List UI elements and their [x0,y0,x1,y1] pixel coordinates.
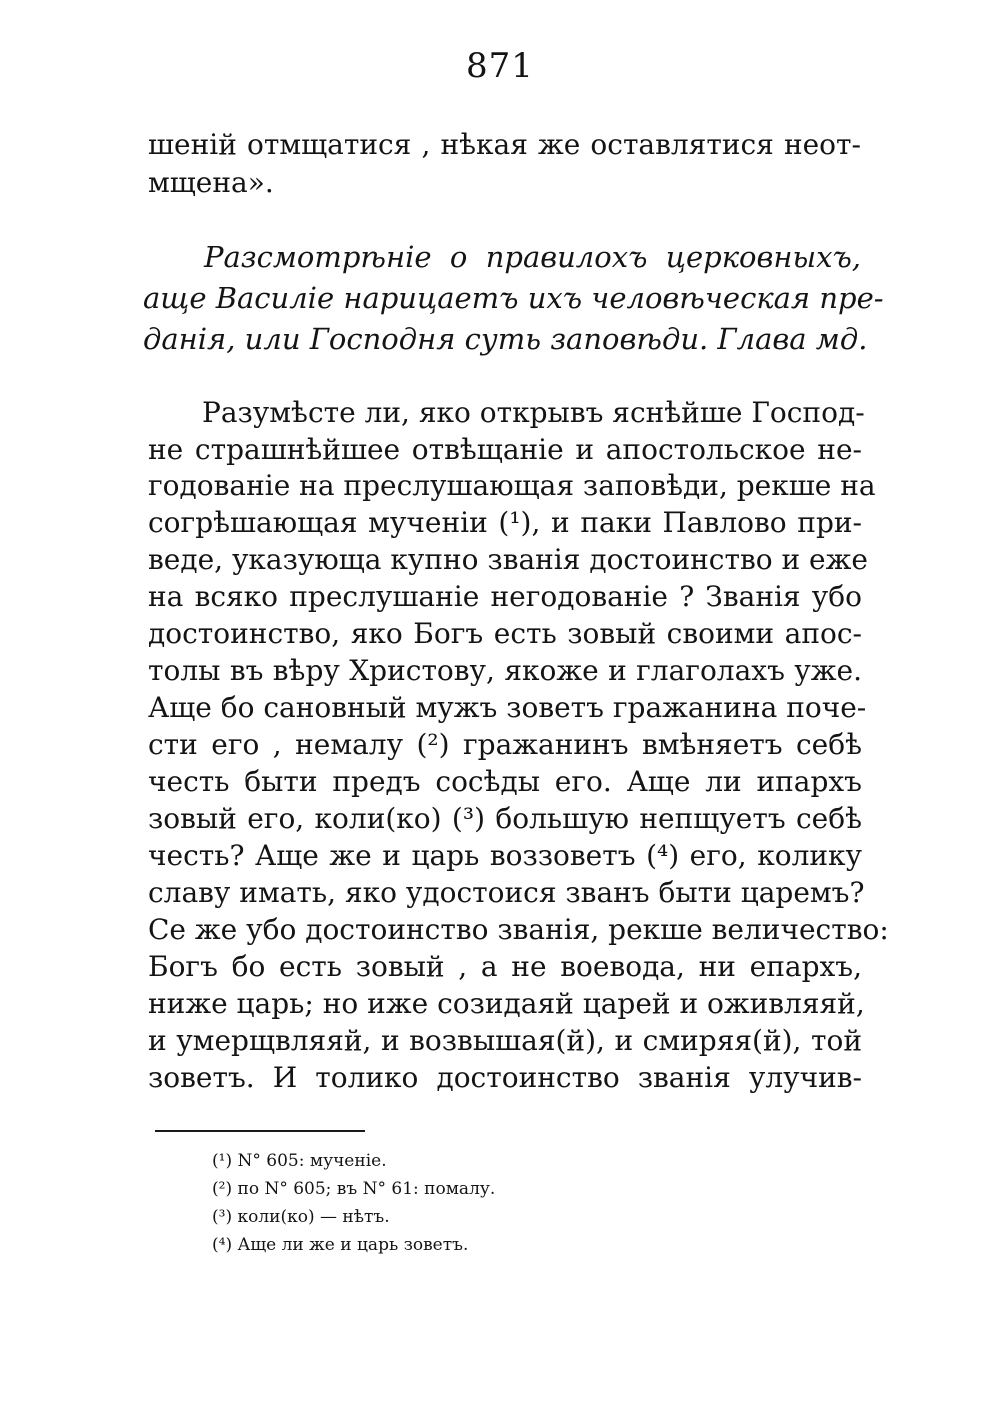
body-line: достоинство, яко Богъ есть зовый своими апос- [148,617,862,650]
body-line: ниже царь; но иже созидаяй царей и оживляяй, [148,987,865,1020]
section-heading-line: Разсмотрѣніе о правилохъ церковныхъ, [204,240,861,274]
body-line: Богъ бо есть зовый , а не воевода, ни епархъ, [148,950,862,983]
footnote: (⁴) Аще ли же и царь зоветъ. [212,1235,469,1255]
body-line: зовый его, коли(ко) (³) большую непщуетъ себѣ [148,802,862,835]
page-number: 871 [466,46,534,86]
body-line: Разумѣсте ли, яко открывъ яснѣйше Господ- [202,396,865,429]
body-line: сти его , немалу (²) гражанинъ вмѣняетъ себѣ [148,728,862,761]
body-line: славу имать, яко удостоися званъ быти царемъ? [148,876,865,909]
body-line: согрѣшающая мученіи (¹), и паки Павлово при- [148,506,862,539]
continuation-line: мщена». [148,166,274,199]
footnote: (³) коли(ко) — нѣтъ. [212,1207,390,1227]
continuation-line: шеній отмщатися , нѣкая же оставлятися неот- [148,128,861,161]
section-heading-line: аще Василіе нарицаетъ ихъ человѣческая пре- [143,281,884,315]
body-line: на всяко преслушаніе негодованіе ? Званія убо [148,580,862,613]
body-line: веде, указующа купно званія достоинство и еже [148,543,868,576]
body-line: не страшнѣйшее отвѣщаніе и апостольское не- [148,433,862,466]
footnote-divider [155,1130,365,1132]
footnote: (²) по N° 605; въ N° 61: помалу. [212,1179,496,1199]
body-line: зоветъ. И толико достоинство званія улучив- [148,1061,862,1094]
body-line: честь? Аще же и царь воззоветъ (⁴) его, колику [148,839,862,872]
body-line: и умерщвляяй, и возвышая(й), и смиряя(й), той [148,1024,862,1057]
body-line: Аще бо сановный мужъ зоветъ гражанина поче- [148,691,867,724]
footnote: (¹) N° 605: мученіе. [212,1151,387,1171]
body-line: честь быти предъ сосѣды его. Аще ли ипархъ [148,765,862,798]
body-line: толы въ вѣру Христову, якоже и глаголахъ уже. [148,654,862,687]
body-line: Се же убо достоинство званія, рекше величество: [148,913,889,946]
section-heading-line: данія, или Господня суть заповѣди. Глава мд. [143,322,868,356]
body-line: годованіе на преслушающая заповѣди, рекше на [148,469,876,502]
